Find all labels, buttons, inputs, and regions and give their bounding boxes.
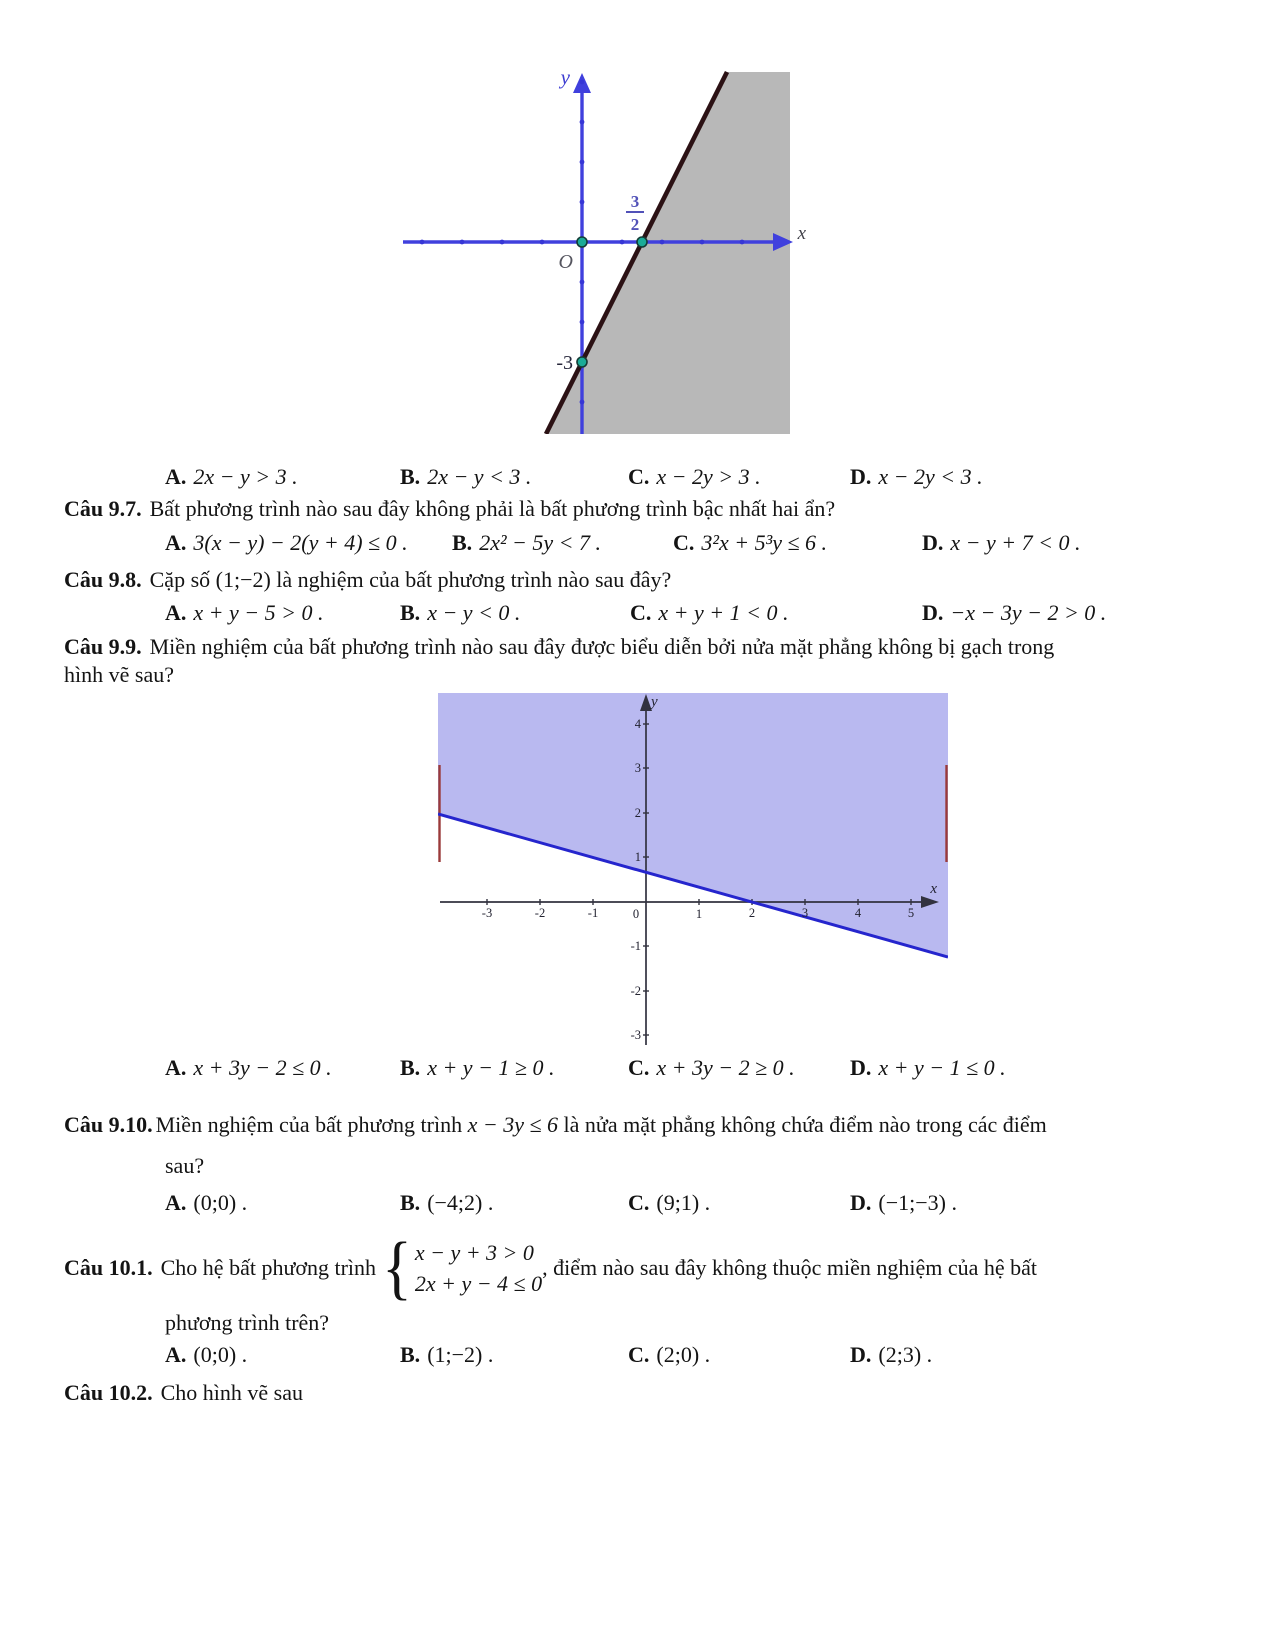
option-B: B. 2x² − 5y < 7 . [452,530,602,555]
question-10-1-line2: phương trình trên? [165,1310,330,1335]
svg-text:-2: -2 [630,984,641,998]
svg-text:-1: -1 [630,939,641,953]
question-9-7: Câu 9.7. Bất phương trình nào sau đây không phải là bất phương trình bậc nhất hai ẩn? [64,496,836,521]
svg-text:1: 1 [634,850,641,864]
question-10-1: Câu 10.1. Cho hệ bất phương trình { x − y + 3 > 0 2x + y − 4 ≤ 0 , điểm nào sau đây không thuộc miền nghiệm của hệ bất [64,1228,1037,1308]
option-A: A. x + y − 5 > 0 . [165,600,324,625]
option-B: B. x − y < 0 . [400,600,521,625]
option-C: C. (2;0) . [628,1342,711,1367]
option-D: D. x − 2y < 3 . [850,464,983,489]
question-9-10-line2: sau? [165,1153,205,1178]
figure2-shaded-region [438,693,948,957]
option-A: A. x + 3y − 2 ≤ 0 . [165,1055,332,1080]
svg-text:2: 2 [748,906,756,920]
option-B: B. x + y − 1 ≥ 0 . [400,1055,555,1080]
figure1-y-intercept-label: -3 [556,352,573,374]
svg-text:0: 0 [632,907,640,921]
question-9-9-line2: hình vẽ sau? [64,662,174,687]
option-D: D. x + y − 1 ≤ 0 . [850,1055,1006,1080]
figure2-graph [438,690,948,1046]
figure1-x-intercept-label [626,192,644,234]
svg-text:1: 1 [695,907,703,921]
svg-text:4: 4 [634,717,641,731]
figure1-y-axis-label: y [560,65,570,89]
option-A: A. 3(x − y) − 2(y + 4) ≤ 0 . [165,530,408,555]
option-A: A. 2x − y > 3 . [165,464,298,489]
svg-text:2: 2 [634,806,641,820]
option-C: C. x − 2y > 3 . [628,464,761,489]
option-C: C. x + 3y − 2 ≥ 0 . [628,1055,795,1080]
question-10-2: Câu 10.2. Cho hình vẽ sau [64,1380,304,1405]
svg-text:3: 3 [634,761,641,775]
figure1-x-intercept-point [637,237,647,247]
option-A: A. (0;0) . [165,1342,248,1367]
svg-text:3: 3 [801,906,809,920]
option-C: C. x + y + 1 < 0 . [630,600,789,625]
svg-text:4: 4 [854,906,862,920]
figure2-y-axis-label: y [651,694,658,710]
question-9-10: Câu 9.10. Miền nghiệm của bất phương trình x − 3y ≤ 6 là nửa mặt phẳng không chứa điểm nào trong các điểm [64,1112,1047,1137]
inequality-system: x − y + 3 > 0 2x + y − 4 ≤ 0 [414,1240,543,1296]
question-9-9: Câu 9.9. Miền nghiệm của bất phương trình nào sau đây được biểu diễn bởi nửa mặt phẳng không bị gạch trong [64,634,1055,659]
svg-text:-3: -3 [481,906,493,920]
option-D: D. −x − 3y − 2 > 0 . [922,600,1107,625]
svg-text:5: 5 [907,906,915,920]
svg-text:-3: -3 [630,1028,641,1042]
svg-text:3: 3 [630,192,640,211]
option-C: C. (9;1) . [628,1190,711,1215]
question-9-8: Câu 9.8. Cặp số (1;−2) là nghiệm của bất phương trình nào sau đây? [64,567,672,592]
option-B: B. (1;−2) . [400,1342,494,1367]
figure2-x-axis-label: x [930,881,937,897]
system-brace: { [382,1228,412,1308]
figure1-x-axis-label: x [797,223,806,244]
figure1-origin-point [577,237,587,247]
figure1-graph [380,62,810,434]
option-C: C. 3²x + 5³y ≤ 6 . [673,530,828,555]
option-B: B. (−4;2) . [400,1190,494,1215]
svg-text:-1: -1 [587,906,599,920]
figure1-origin-label: O [558,251,573,273]
option-B: B. 2x − y < 3 . [400,464,532,489]
option-A: A. (0;0) . [165,1190,248,1215]
option-D: D. (2;3) . [850,1342,933,1367]
option-D: D. x − y + 7 < 0 . [922,530,1081,555]
svg-text:-2: -2 [534,906,546,920]
svg-text:2: 2 [630,215,640,234]
figure1-y-intercept-point [577,357,587,367]
option-D: D. (−1;−3) . [850,1190,957,1215]
